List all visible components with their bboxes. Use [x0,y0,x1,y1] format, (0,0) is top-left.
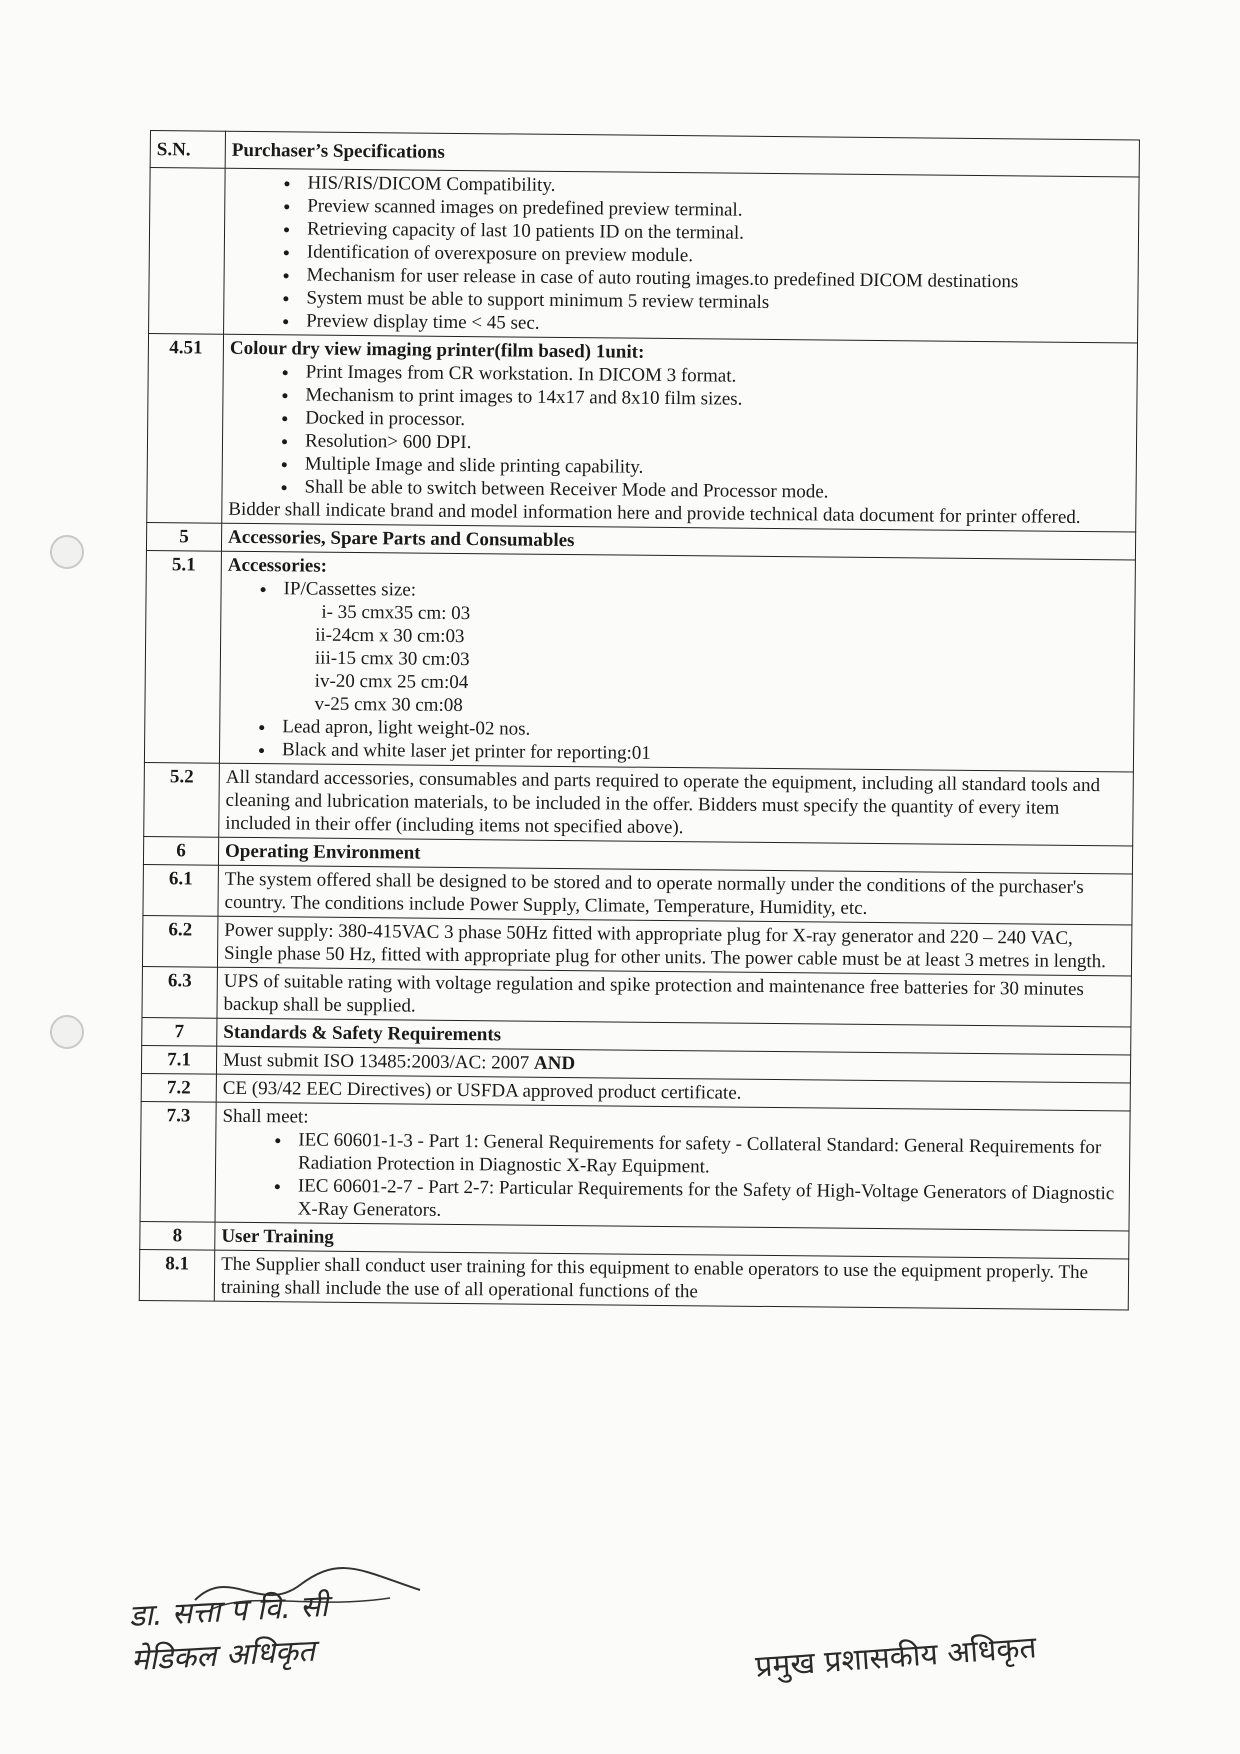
signature-medical-officer: डा. सत्ता प वि. सी मेडिकल अधिकृत [128,1588,329,1679]
table-row [144,762,1134,845]
row-text: The Supplier shall conduct user training for this equipment to enable operators to use the equipment properly. The training shall include the use of all operational functions of the [214,1250,1128,1310]
list-item: iv-20 cmx 25 cm:04 [314,670,469,694]
list-item: • Mechanism to print images to 14x17 and 8x10 film sizes. [299,383,1130,414]
row-number: 4.51 [147,333,224,523]
bullet-list [222,1128,1124,1229]
row-note: Bidder shall indicate brand and model information here and provide technical data document for printer offered. [228,498,1081,528]
list-item: • Preview scanned images on predefined preview terminal. [301,194,1132,225]
list-item: • Black and white laser jet printer for reporting:01 [276,738,1127,769]
list-item: • Mechanism for user release in case of auto routing images.to predefined DICOM destinations [301,263,1132,294]
row-text: The system offered shall be designed to be stored and to operate normally under the conditions of the purchaser's country. The conditions include Power Supply, Climate, Temperature, Humidity, etc. [218,865,1132,925]
table-row [149,168,1140,343]
section-title: Standards & Safety Requirements [217,1018,1131,1055]
signature-chief-administrative-officer: प्रमुख प्रशासकीय अधिकृत [754,1630,1038,1685]
list-item: • Shall be able to switch between Receiver Mode and Processor mode. [298,475,1129,506]
row-text: CE (93/42 EEC Directives) or USFDA approved product certificate. [216,1074,1130,1111]
row-text: All standard accessories, consumables and parts required to operate the equipment, including all standard tools and cleaning and lubrication materials, to be included in the offer. Bidders must specify the quantity of every item included in their offer (including items not specified above). [219,763,1134,846]
table-row [140,1101,1130,1230]
row-text: Power supply: 380-415VAC 3 phase 50Hz fitted with appropriate plug for X-ray generator and 220 – 240 VAC, Single phase 50 Hz, fitted with appropriate plug for other units. The power cable must be at least 3 metres in length. [217,916,1131,976]
list-item: • IP/Cassettes size: [277,577,1128,608]
list-item: i- 35 cmx35 cm: 03 [321,601,471,625]
row-title: Colour dry view imaging printer(film based) 1unit: [229,337,645,363]
table-row [142,966,1131,1026]
row-number: 7.2 [141,1073,216,1102]
list-item: • Multiple Image and slide printing capability. [299,452,1130,483]
row-number: 7 [142,1017,217,1046]
list-item: • Lead apron, light weight-02 nos. [276,715,1127,746]
list-item: • IEC 60601-2-7 - Part 2-7: Particular Requirements for the Safety of High-Voltage Generators of Diagnostic X-Ray Generators. [292,1174,1123,1228]
row-title: Accessories: [227,554,328,577]
list-item: • Print Images from CR workstation. In DICOM 3 format. [300,360,1131,391]
row-number: 5.2 [144,762,220,837]
list-item: • IEC 60601-1-3 - Part 1: General Requirements for safety - Collateral Standard: General Requirements for Radiation Protection in Diagnostic X-Ray Equipment. [292,1128,1123,1182]
table-row [139,1249,1128,1309]
row-number: 5 [146,522,221,551]
punch-hole [50,535,84,569]
bullet-list [230,171,1133,341]
list-item: • Docked in processor. [299,406,1130,437]
row-text: Shall meet: [222,1105,309,1128]
row-number: 6.3 [142,966,217,1018]
row-text: Must submit ISO 13485:2003/AC: 2007 [222,1049,535,1074]
row-number: 6.2 [142,915,217,967]
sn-header: S.N. [150,131,225,169]
table-row [143,864,1132,924]
section-title: Accessories, Spare Parts and Consumables [221,523,1135,560]
list-item: • Identification of overexposure on preview module. [301,240,1132,271]
table-row [142,915,1131,975]
row-number: 6 [143,836,218,865]
row-text-emphasis: AND [533,1052,576,1075]
list-item: v-25 cmx 30 cm:08 [314,693,463,717]
list-item: • Resolution> 600 DPI. [299,429,1130,460]
row-text: UPS of suitable rating with voltage regulation and spike protection and maintenance free batteries for 30 minutes backup shall be supplied. [217,967,1131,1027]
list-item: • Preview display time < 45 sec. [300,309,1131,340]
specifications-table [139,130,1140,1310]
list-item: • HIS/RIS/DICOM Compatibility. [301,171,1132,202]
table-row [144,550,1135,771]
bullet-list [228,360,1130,507]
list-item: • Retrieving capacity of last 10 patients ID on the terminal. [301,217,1132,248]
punch-hole [50,1015,84,1049]
table-row [147,333,1138,531]
list-item: • System must be able to support minimum 5 review terminals [300,286,1131,317]
spec-header: Purchaser’s Specifications [225,131,1139,177]
row-number: 8 [140,1221,215,1250]
cassette-size-list [226,600,1128,724]
row-number: 7.3 [140,1101,216,1222]
row-number: 8.1 [139,1249,214,1301]
list-item: iii-15 cmx 30 cm:03 [314,647,470,671]
section-title: User Training [215,1222,1129,1259]
row-number: 7.1 [141,1045,216,1074]
list-item: ii-24cm x 30 cm:03 [315,624,465,648]
row-number: 5.1 [144,550,221,763]
bullet-list [226,715,1127,770]
row-number: 6.1 [143,864,218,916]
section-title: Operating Environment [218,837,1132,874]
